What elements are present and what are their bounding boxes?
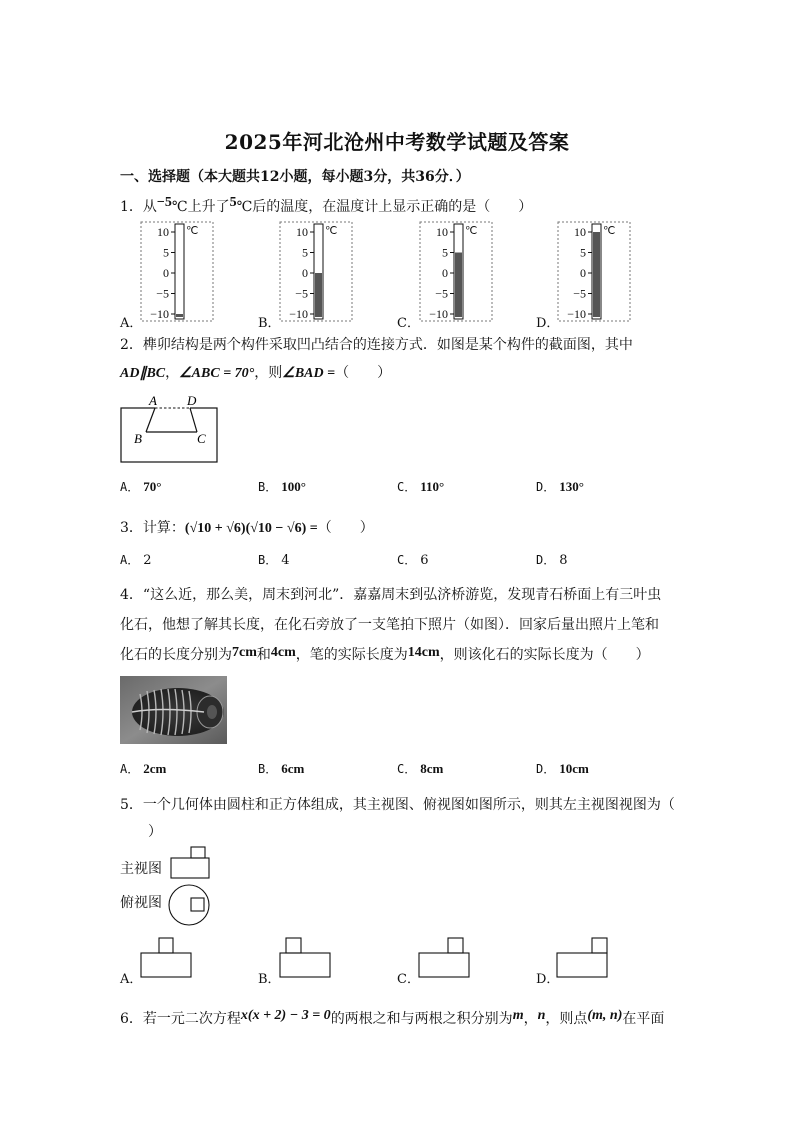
- mortise-diagram: [118, 392, 220, 466]
- math-angle-bad: ∠BAD =: [282, 366, 336, 381]
- thermometer-tick-label: −10: [289, 307, 308, 321]
- q3-option-a[interactable]: A． 2: [120, 553, 152, 568]
- q1-option-a-label[interactable]: A．: [120, 316, 143, 331]
- thermometer-tick-label: 10: [436, 225, 448, 239]
- top-view-label: 俯视图: [120, 895, 162, 911]
- thermometer-unit: ℃: [186, 225, 199, 237]
- question-3: 3．计算：(√10 + √6)(√10 − √6) =（ ）: [120, 520, 374, 536]
- point-b-label: B: [134, 431, 142, 446]
- section-heading: 一、选择题（本大题共12小题，每小题3分，共36分．）: [120, 169, 470, 185]
- thermometer-tube: [175, 224, 184, 319]
- q2-option-c[interactable]: C． 110°: [397, 479, 445, 494]
- thermometer-tick-label: 10: [574, 225, 586, 239]
- front-view-label: 主视图: [120, 861, 162, 877]
- q5-option-c-figure[interactable]: [415, 936, 475, 980]
- math-angle-abc: ∠ABC = 70°: [179, 366, 255, 381]
- point-d-label: D: [187, 393, 197, 408]
- page-title: 2025年河北沧州中考数学试题及答案: [224, 130, 570, 154]
- thermometer-tick-label: −5: [435, 286, 448, 301]
- q1-option-c-label[interactable]: C．: [397, 316, 420, 331]
- question-2-line2: AD∥BC，∠ABC = 70°，则∠BAD =（ ）: [120, 365, 392, 381]
- thermometer-tick-label: −10: [429, 307, 448, 321]
- math-parallel: AD∥BC: [120, 366, 166, 381]
- question-6: 6．若一元二次方程x(x + 2) − 3 = 0的两根之和与两根之积分别为m，n，则点(m, n)在平面: [120, 1008, 665, 1027]
- question-5-line1: 5．一个几何体由圆柱和正方体组成，其主视图、俯视图如图所示，则其左主视图视图为（: [120, 797, 675, 813]
- q5-option-d-label[interactable]: D．: [536, 972, 560, 987]
- top-view-figure: [166, 882, 212, 928]
- thermometer-tick-label: 5: [163, 245, 169, 260]
- thermometer-unit: ℃: [465, 225, 478, 237]
- q4-option-b[interactable]: B． 6cm: [258, 761, 305, 776]
- thermometer-mercury: [176, 314, 183, 317]
- q2-option-a[interactable]: A． 70°: [120, 479, 162, 494]
- thermometer-tick-label: −10: [150, 307, 169, 321]
- front-view-figure: [167, 846, 213, 880]
- question-number: 4．: [120, 587, 143, 603]
- question-number: 6．: [120, 1011, 143, 1027]
- q4-option-d[interactable]: D． 10cm: [536, 761, 589, 776]
- q5-option-b-label[interactable]: B．: [258, 972, 281, 987]
- thermometer-unit: ℃: [603, 225, 616, 237]
- point-c-label: C: [197, 431, 206, 446]
- thermometer-tick-label: 5: [580, 245, 586, 260]
- q5-option-a-label[interactable]: A．: [120, 972, 143, 987]
- q3-option-c[interactable]: C． 6: [397, 553, 429, 568]
- question-number: 5．: [120, 797, 143, 813]
- thermometer-tick-label: −5: [295, 286, 308, 301]
- q5-option-a-figure[interactable]: [137, 936, 197, 980]
- q3-option-b[interactable]: B． 4: [258, 553, 290, 568]
- question-1: 1．从−5℃上升了5℃后的温度，在温度计上显示正确的是（ ）: [120, 195, 533, 215]
- thermometer-d[interactable]: [557, 221, 632, 323]
- q5-option-d-figure[interactable]: [553, 936, 613, 980]
- thermometer-unit: ℃: [325, 225, 338, 237]
- trilobite-fossil-photo: [120, 676, 227, 744]
- thermometer-c[interactable]: [419, 221, 494, 323]
- thermometer-tick-label: 5: [302, 245, 308, 260]
- math-equation: x(x + 2) − 3 = 0: [240, 1008, 331, 1023]
- thermometer-mercury: [315, 273, 322, 317]
- thermometer-tick-label: 0: [442, 266, 448, 280]
- thermometer-b[interactable]: [279, 221, 354, 323]
- thermometer-tick-label: −5: [156, 286, 169, 301]
- q5-option-b-figure[interactable]: [276, 936, 336, 980]
- question-4-line3: 化石的长度分别为7cm和4cm，笔的实际长度为14cm，则该化石的实际长度为（ ）: [120, 645, 650, 663]
- q4-option-c[interactable]: C． 8cm: [397, 761, 444, 776]
- thermometer-mercury: [593, 232, 600, 317]
- question-2-line1: 2．榫卯结构是两个构件采取凹凸结合的连接方式．如图是某个构件的截面图，其中: [120, 337, 633, 353]
- math-temp-start: −5: [156, 195, 172, 210]
- question-4-line1: 4．“这么近，那么美，周末到河北”．嘉嘉周末到弘济桥游览，发现青石桥面上有三叶虫: [120, 587, 662, 603]
- q3-option-d[interactable]: D． 8: [536, 553, 568, 568]
- question-4-line2: 化石，他想了解其长度，在化石旁放了一支笔拍下照片（如图）．回家后量出照片上笔和: [120, 617, 659, 633]
- thermometer-mercury: [455, 253, 462, 318]
- point-a-label: A: [149, 393, 157, 408]
- q1-option-b-label[interactable]: B．: [258, 316, 281, 331]
- thermometer-tick-label: −5: [573, 286, 586, 301]
- thermometer-tick-label: 5: [442, 245, 448, 260]
- thermometer-tick-label: −10: [567, 307, 586, 321]
- q5-option-c-label[interactable]: C．: [397, 972, 420, 987]
- q4-option-a[interactable]: A． 2cm: [120, 761, 167, 776]
- question-number: 2．: [120, 337, 143, 353]
- thermometer-tick-label: 0: [302, 266, 308, 280]
- thermometer-tick-label: 10: [296, 225, 308, 239]
- math-temp-rise: 5: [229, 195, 237, 210]
- question-5-line2: ）: [134, 824, 162, 840]
- thermometer-tick-label: 0: [163, 266, 169, 280]
- math-expression: (√10 + √6)(√10 − √6) =: [184, 521, 318, 536]
- question-number: 1．: [120, 199, 143, 215]
- thermometer-a[interactable]: [140, 221, 215, 323]
- thermometer-tick-label: 10: [157, 225, 169, 239]
- q2-option-b[interactable]: B． 100°: [258, 479, 306, 494]
- thermometer-tick-label: 0: [580, 266, 586, 280]
- q1-option-d-label[interactable]: D．: [536, 316, 560, 331]
- q2-option-d[interactable]: D． 130°: [536, 479, 584, 494]
- question-number: 3．: [120, 520, 143, 536]
